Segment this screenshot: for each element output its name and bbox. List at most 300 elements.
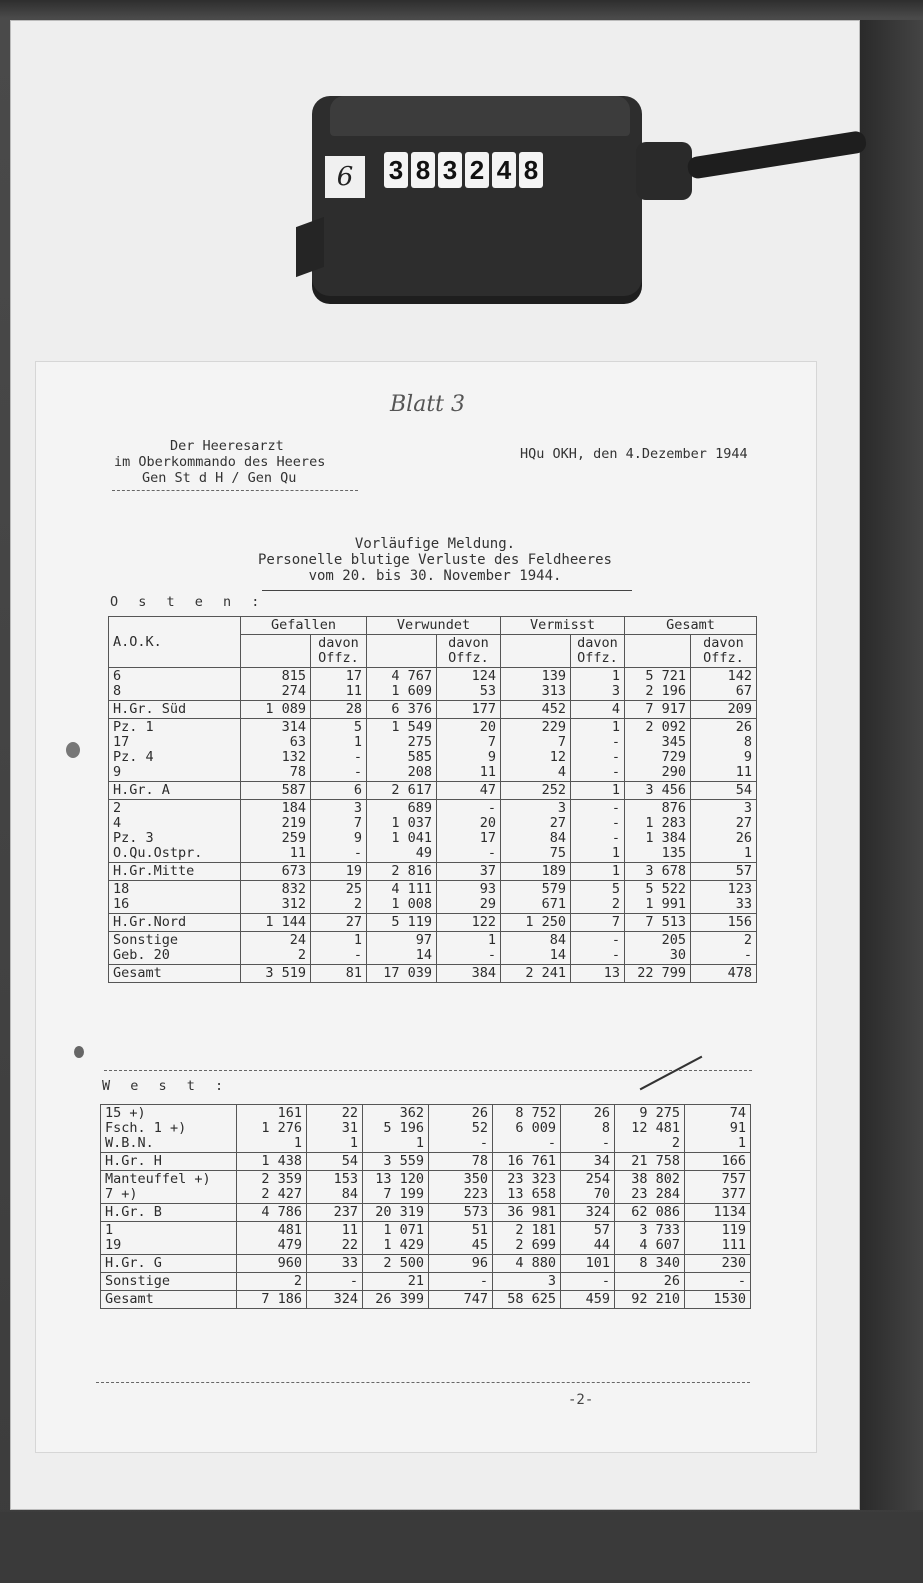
- cell-value: 479: [277, 1237, 302, 1253]
- header-aok: A.O.K.: [109, 617, 241, 668]
- cell-value: 24: [289, 932, 306, 948]
- cell-value: 91: [729, 1120, 746, 1136]
- value-cell: [493, 1105, 561, 1153]
- value-cell: [691, 914, 757, 932]
- row-label: Pz. 4: [113, 749, 154, 765]
- cell-value: 4 111: [391, 881, 432, 897]
- value-cell: [429, 1153, 493, 1171]
- cell-value: 21 758: [631, 1153, 680, 1169]
- cell-value: 290: [661, 764, 686, 780]
- cell-value: 324: [585, 1204, 610, 1220]
- cell-value: 135: [661, 845, 686, 861]
- cell-value: 312: [281, 896, 306, 912]
- header-offz: Offz.: [448, 650, 489, 666]
- cell-value: 1: [353, 734, 362, 750]
- value-cell: [311, 932, 367, 965]
- value-cell: [561, 1171, 615, 1204]
- cell-value: 70: [593, 1186, 610, 1202]
- cell-value: 2: [293, 1273, 302, 1289]
- cell-value: -: [601, 1273, 610, 1289]
- cell-value: 3: [743, 800, 752, 816]
- cell-value: 26: [663, 1273, 680, 1289]
- value-cell: [625, 782, 691, 800]
- value-cell: [571, 719, 625, 782]
- cell-value: 252: [541, 782, 566, 798]
- value-cell: [437, 782, 501, 800]
- cell-value: -: [479, 1273, 488, 1289]
- cell-value: 92 210: [631, 1291, 680, 1307]
- cell-value: 8 752: [515, 1105, 556, 1121]
- report-title: [220, 536, 650, 584]
- sender-line-3: Gen St d H / Gen Qu: [142, 470, 297, 486]
- cell-value: -: [487, 845, 496, 861]
- cell-value: 111: [721, 1237, 746, 1253]
- table-row: [109, 782, 757, 800]
- value-cell: [561, 1204, 615, 1222]
- cell-value: 17: [479, 830, 496, 846]
- table-row: [109, 668, 757, 701]
- cell-value: 26: [471, 1105, 488, 1121]
- cell-value: -: [611, 947, 620, 963]
- cell-value: 177: [471, 701, 496, 717]
- cell-value: 11: [289, 845, 306, 861]
- value-cell: [311, 863, 367, 881]
- cell-value: -: [601, 1135, 610, 1151]
- cell-value: 20: [479, 815, 496, 831]
- value-cell: [561, 1153, 615, 1171]
- value-cell: [571, 881, 625, 914]
- cell-value: 3 678: [645, 863, 686, 879]
- cell-value: 5 522: [645, 881, 686, 897]
- cell-value: 2: [743, 932, 752, 948]
- cell-value: 1: [415, 1135, 424, 1151]
- cell-value: 123: [727, 881, 752, 897]
- cell-value: 119: [721, 1222, 746, 1238]
- row-label: 1: [105, 1222, 114, 1238]
- table-row: [101, 1171, 751, 1204]
- cell-value: 7 513: [645, 914, 686, 930]
- value-cell: [429, 1105, 493, 1153]
- row-label-cell: [101, 1171, 237, 1204]
- header-davon-offz: [571, 635, 625, 668]
- cell-value: 57: [735, 863, 752, 879]
- value-cell: [437, 719, 501, 782]
- value-cell: [241, 701, 311, 719]
- value-cell: [237, 1153, 307, 1171]
- value-cell: [685, 1222, 751, 1255]
- cell-value: 13: [603, 965, 620, 981]
- cell-value: 585: [407, 749, 432, 765]
- cell-value: 1: [611, 782, 620, 798]
- row-label: H.Gr.Mitte: [113, 863, 195, 879]
- value-cell: [625, 719, 691, 782]
- value-cell: [363, 1105, 429, 1153]
- cell-value: 587: [281, 782, 306, 798]
- frame-counter-label: 6: [325, 156, 365, 198]
- cell-value: 2: [353, 896, 362, 912]
- cell-value: 166: [721, 1153, 746, 1169]
- value-cell: [237, 1105, 307, 1153]
- row-label-cell: [109, 719, 241, 782]
- value-cell: [685, 1291, 751, 1309]
- value-cell: [571, 914, 625, 932]
- cell-value: 3: [611, 683, 620, 699]
- stain-mark: [66, 742, 80, 758]
- value-cell: [237, 1273, 307, 1291]
- value-cell: [237, 1171, 307, 1204]
- value-cell: [501, 881, 571, 914]
- row-label: H.Gr. H: [105, 1153, 162, 1169]
- title-line-1: Vorläufige Meldung.: [354, 536, 516, 552]
- value-cell: [241, 932, 311, 965]
- cell-value: 459: [585, 1291, 610, 1307]
- value-cell: [493, 1273, 561, 1291]
- value-cell: [625, 701, 691, 719]
- cell-value: 237: [333, 1204, 358, 1220]
- cell-value: 2: [671, 1135, 680, 1151]
- counter-digit: 2: [465, 152, 489, 188]
- cell-value: 1 250: [525, 914, 566, 930]
- cell-value: -: [353, 749, 362, 765]
- cell-value: 7 186: [261, 1291, 302, 1307]
- value-cell: [241, 782, 311, 800]
- value-cell: [429, 1291, 493, 1309]
- cell-value: -: [353, 764, 362, 780]
- value-cell: [691, 800, 757, 863]
- frame-counter-digits: [384, 152, 543, 188]
- cell-value: 1 549: [391, 719, 432, 735]
- cell-value: 4 880: [515, 1255, 556, 1271]
- cell-value: 13 658: [507, 1186, 556, 1202]
- row-label-cell: [109, 782, 241, 800]
- value-cell: [625, 914, 691, 932]
- value-cell: [363, 1222, 429, 1255]
- cell-value: 1134: [713, 1204, 746, 1220]
- cell-value: 673: [281, 863, 306, 879]
- cell-value: 362: [399, 1105, 424, 1121]
- value-cell: [493, 1291, 561, 1309]
- value-cell: [437, 701, 501, 719]
- row-label: 4: [113, 815, 122, 831]
- value-cell: [685, 1273, 751, 1291]
- cell-value: 27: [345, 914, 362, 930]
- cell-value: 26: [735, 719, 752, 735]
- west-double-rule: [96, 1382, 750, 1383]
- cell-value: 23 323: [507, 1171, 556, 1187]
- cell-value: 1: [611, 845, 620, 861]
- value-cell: [437, 668, 501, 701]
- cell-value: -: [611, 764, 620, 780]
- osten-table-body: [109, 668, 757, 983]
- cell-value: 142: [727, 668, 752, 684]
- value-cell: [307, 1171, 363, 1204]
- value-cell: [307, 1222, 363, 1255]
- row-label: Sonstige: [105, 1273, 171, 1289]
- row-label: Gesamt: [105, 1291, 154, 1307]
- cell-value: -: [349, 1273, 358, 1289]
- cell-value: 1: [349, 1135, 358, 1151]
- cell-value: 1: [611, 719, 620, 735]
- row-label: 2: [113, 800, 122, 816]
- row-label: H.Gr. G: [105, 1255, 162, 1271]
- section-label-west: W e s t :: [102, 1078, 230, 1094]
- cell-value: 22 799: [637, 965, 686, 981]
- counter-digit: 8: [519, 152, 543, 188]
- row-label-cell: [109, 965, 241, 983]
- cell-value: -: [737, 1273, 746, 1289]
- value-cell: [429, 1273, 493, 1291]
- value-cell: [241, 800, 311, 863]
- value-cell: [363, 1255, 429, 1273]
- value-cell: [571, 800, 625, 863]
- cell-value: 13 120: [375, 1171, 424, 1187]
- cell-value: 7: [487, 734, 496, 750]
- value-cell: [691, 863, 757, 881]
- value-cell: [237, 1291, 307, 1309]
- cell-value: 12 481: [631, 1120, 680, 1136]
- value-cell: [367, 932, 437, 965]
- cell-value: 9: [743, 749, 752, 765]
- cell-value: 58 625: [507, 1291, 556, 1307]
- value-cell: [691, 881, 757, 914]
- value-cell: [311, 782, 367, 800]
- title-line-3: vom 20. bis 30. November 1944.: [308, 568, 562, 584]
- frame-counter-knob: [636, 142, 692, 200]
- cell-value: 21: [407, 1273, 424, 1289]
- cell-value: 11: [735, 764, 752, 780]
- cell-value: 31: [341, 1120, 358, 1136]
- cell-value: 7 199: [383, 1186, 424, 1202]
- cell-value: 33: [341, 1255, 358, 1271]
- cell-value: 4: [557, 764, 566, 780]
- row-label-cell: [109, 701, 241, 719]
- value-cell: [241, 863, 311, 881]
- cell-value: 324: [333, 1291, 358, 1307]
- cell-value: 78: [471, 1153, 488, 1169]
- header-vermisst: Vermisst: [501, 617, 625, 635]
- cell-value: 26: [735, 830, 752, 846]
- cell-value: 33: [735, 896, 752, 912]
- row-label: 9: [113, 764, 122, 780]
- cell-value: -: [611, 734, 620, 750]
- cell-value: 37: [479, 863, 496, 879]
- cell-value: 28: [345, 701, 362, 717]
- cell-value: 6 376: [391, 701, 432, 717]
- cell-value: 84: [549, 932, 566, 948]
- cell-value: 2 181: [515, 1222, 556, 1238]
- cell-value: 7: [557, 734, 566, 750]
- sender-underline: [112, 490, 358, 491]
- value-cell: [685, 1171, 751, 1204]
- value-cell: [615, 1105, 685, 1153]
- value-cell: [691, 965, 757, 983]
- value-cell: [307, 1273, 363, 1291]
- value-cell: [561, 1273, 615, 1291]
- cell-value: 2: [611, 896, 620, 912]
- cell-value: 74: [729, 1105, 746, 1121]
- cell-value: 47: [479, 782, 496, 798]
- row-label-cell: [101, 1273, 237, 1291]
- value-cell: [561, 1255, 615, 1273]
- value-cell: [437, 881, 501, 914]
- value-cell: [691, 782, 757, 800]
- cell-value: 17: [345, 668, 362, 684]
- cell-value: 11: [345, 683, 362, 699]
- table-row: [101, 1222, 751, 1255]
- row-label: Pz. 1: [113, 719, 154, 735]
- sender-line-2: im Oberkommando des Heeres: [114, 454, 326, 470]
- cell-value: 52: [471, 1120, 488, 1136]
- value-cell: [367, 701, 437, 719]
- value-cell: [311, 881, 367, 914]
- row-label: 15 +): [105, 1105, 146, 1121]
- cell-value: 314: [281, 719, 306, 735]
- cell-value: 1 609: [391, 683, 432, 699]
- cell-value: 1: [743, 845, 752, 861]
- value-cell: [307, 1153, 363, 1171]
- value-cell: [615, 1153, 685, 1171]
- cell-value: 67: [735, 683, 752, 699]
- place-date: HQu OKH, den 4.Dezember 1944: [520, 446, 748, 462]
- value-cell: [241, 881, 311, 914]
- cell-value: 14: [549, 947, 566, 963]
- row-label: 18: [113, 881, 130, 897]
- stain-mark: [74, 1046, 84, 1058]
- cell-value: 8: [743, 734, 752, 750]
- cell-value: 26 399: [375, 1291, 424, 1307]
- value-cell: [311, 719, 367, 782]
- cell-value: 93: [479, 881, 496, 897]
- value-cell: [501, 701, 571, 719]
- value-cell: [685, 1204, 751, 1222]
- cell-value: 20: [479, 719, 496, 735]
- cell-value: -: [487, 800, 496, 816]
- cell-value: -: [479, 1135, 488, 1151]
- sender-line-1: Der Heeresarzt: [170, 438, 284, 454]
- value-cell: [307, 1255, 363, 1273]
- cell-value: 2 699: [515, 1237, 556, 1253]
- cell-value: 57: [593, 1222, 610, 1238]
- cell-value: 350: [463, 1171, 488, 1187]
- cell-value: 6 009: [515, 1120, 556, 1136]
- value-cell: [367, 914, 437, 932]
- value-cell: [429, 1222, 493, 1255]
- cell-value: 1 008: [391, 896, 432, 912]
- row-label: Gesamt: [113, 965, 162, 981]
- value-cell: [493, 1153, 561, 1171]
- cell-value: 1 384: [645, 830, 686, 846]
- row-label-cell: [109, 800, 241, 863]
- cell-value: 9: [487, 749, 496, 765]
- table-row: [101, 1105, 751, 1153]
- row-label-cell: [101, 1204, 237, 1222]
- value-cell: [363, 1291, 429, 1309]
- value-cell: [501, 965, 571, 983]
- header-offz: Offz.: [703, 650, 744, 666]
- table-row: [101, 1291, 751, 1309]
- value-cell: [241, 914, 311, 932]
- card-edge-shadow: [860, 20, 923, 1510]
- cell-value: 208: [407, 764, 432, 780]
- counter-digit: 8: [411, 152, 435, 188]
- header-blank: [625, 635, 691, 668]
- cell-value: 8: [601, 1120, 610, 1136]
- value-cell: [571, 782, 625, 800]
- cell-value: 815: [281, 668, 306, 684]
- value-cell: [691, 932, 757, 965]
- title-line-2: Personelle blutige Verluste des Feldheeres: [257, 552, 612, 568]
- section-label-osten: O s t e n :: [110, 594, 266, 610]
- cell-value: 2 427: [261, 1186, 302, 1202]
- table-row: [101, 1255, 751, 1273]
- cell-value: 27: [735, 815, 752, 831]
- value-cell: [625, 800, 691, 863]
- cell-value: 579: [541, 881, 566, 897]
- value-cell: [367, 719, 437, 782]
- value-cell: [437, 863, 501, 881]
- cell-value: 54: [341, 1153, 358, 1169]
- table-row: [101, 1204, 751, 1222]
- cell-value: 573: [463, 1204, 488, 1220]
- cell-value: 19: [345, 863, 362, 879]
- handwritten-note: Blatt 3: [390, 392, 465, 417]
- value-cell: [685, 1105, 751, 1153]
- cell-value: 452: [541, 701, 566, 717]
- cell-value: 4: [611, 701, 620, 717]
- value-cell: [571, 668, 625, 701]
- value-cell: [571, 932, 625, 965]
- value-cell: [493, 1255, 561, 1273]
- cell-value: 63: [289, 734, 306, 750]
- value-cell: [571, 863, 625, 881]
- cell-value: 29: [479, 896, 496, 912]
- value-cell: [501, 668, 571, 701]
- cell-value: 960: [277, 1255, 302, 1271]
- counter-digit: 3: [384, 152, 408, 188]
- value-cell: [625, 965, 691, 983]
- row-label: Geb. 20: [113, 947, 170, 963]
- cell-value: 7: [353, 815, 362, 831]
- header-blank: [367, 635, 437, 668]
- cell-value: 876: [661, 800, 686, 816]
- row-label-cell: [101, 1222, 237, 1255]
- value-cell: [615, 1273, 685, 1291]
- value-cell: [615, 1291, 685, 1309]
- row-label: Pz. 3: [113, 830, 154, 846]
- cell-value: 4 607: [639, 1237, 680, 1253]
- cell-value: -: [487, 947, 496, 963]
- value-cell: [493, 1171, 561, 1204]
- cell-value: 1 144: [265, 914, 306, 930]
- cell-value: 1 283: [645, 815, 686, 831]
- cell-value: 205: [661, 932, 686, 948]
- value-cell: [501, 863, 571, 881]
- value-cell: [363, 1153, 429, 1171]
- page-number: -2-: [568, 1392, 594, 1408]
- value-cell: [367, 863, 437, 881]
- cell-value: 49: [415, 845, 432, 861]
- cell-value: 230: [721, 1255, 746, 1271]
- cell-value: -: [611, 932, 620, 948]
- value-cell: [561, 1222, 615, 1255]
- header-davon: davon: [703, 635, 744, 651]
- row-label-cell: [101, 1153, 237, 1171]
- counter-digit: 3: [438, 152, 462, 188]
- cell-value: 2 617: [391, 782, 432, 798]
- value-cell: [625, 668, 691, 701]
- header-offz: Offz.: [577, 650, 618, 666]
- cell-value: 54: [735, 782, 752, 798]
